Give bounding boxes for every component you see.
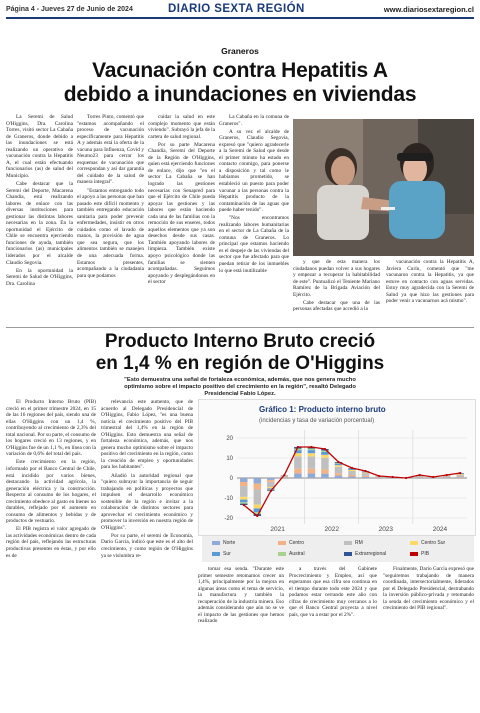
bar-segment [294, 469, 301, 474]
story1-column-4 [219, 114, 289, 314]
legend-label: Sur [223, 551, 231, 557]
pib-point [256, 515, 258, 517]
pib-point [337, 461, 339, 463]
bar-segment [362, 477, 369, 478]
story2-column-1 [6, 399, 96, 711]
story1-column-1 [6, 114, 73, 314]
pib-point [324, 448, 326, 450]
photo-illustration [293, 119, 474, 256]
pib-point [446, 474, 448, 476]
y-tick-label: -20 [224, 516, 233, 522]
bar-segment [254, 484, 261, 490]
story1-column-6 [386, 259, 474, 317]
bar-segment [294, 456, 301, 468]
pib-point [243, 504, 245, 506]
paragraph: Finalmente, Darío García expresó que "seguiremos trabajando de manera coordinada, intersectorialmente, liderados por el Delegado Presidencial, destrabando la inversión público-privada y retomando la senda del crecimiento económico y el crecimiento del PIB regional". [383, 566, 474, 612]
bar-segment [457, 475, 464, 477]
legend-item [212, 551, 231, 557]
legend-label: Norte [223, 540, 236, 546]
bar-segment [240, 497, 247, 500]
legend-swatch [212, 541, 220, 545]
paragraph: relevancia este aumento, que de acuerdo al Delegado Presidencial de O'Higgins, Fabio López, "es una buena noticia el crecimiento positivo del PIB trimestral del 1,4% en la región de O'Higgins. Esto demuestra una señal de fortaleza económica, además, que nos genera mucho optimismo sobre el impacto positivo del crecimiento en la región, como la creación de empleo y oportunidades para los habitantes". [101, 399, 193, 471]
bar-segment [254, 489, 261, 504]
pib-point [432, 476, 434, 478]
x-group-label: 2022 [324, 526, 339, 533]
legend-item [410, 551, 429, 557]
paragraph: "Estamos entregando todo el apoyo a las personas que han pasado este difícil momento y también entregando educación sanitaria para poder prevenir enfermedades, insistir en otros cuidados como el lavado de manos, la provisión de agua que sea segura, que los alimentos también se manejen de una adecuada forma. Estamos presentes, acompañando a la ciudadanía para que podamos [77, 187, 144, 279]
legend-swatch [278, 541, 286, 545]
vaccination-photo [293, 119, 474, 256]
legend-item [212, 540, 235, 546]
chart-canvas [199, 400, 475, 535]
bar-segment [308, 469, 315, 474]
paragraph: "Nos encontramos realizando labores humanitarias en el sector de La Cabaña de la comuna de Graneros. Lo principal que estamos haciendo es el despeje de las viviendas del sector que fue afectado para que puedan retirar de los inmuebles lo que está inutilizable [219, 215, 289, 274]
masthead: DIARIO SEXTA REGIÓN [168, 3, 305, 15]
story1-headline-line2: debido a inundaciones en viviendas [63, 83, 417, 106]
paragraph: vacunación contra la Hepatitis A, Javiera Curín, comentó que "me vacunaron contra la Hepatitis, ya que estuve en contacto con aguas servidas. Estoy muy agradecida con la Seremi de Salud ya que hizo las gestiones para poder venir a vacunarnos acá mismo". [386, 259, 474, 305]
legend-swatch [344, 552, 352, 556]
paragraph: En la oportunidad la Seremi de Salud de O'Higgins, Dra. Carolina [6, 267, 73, 287]
story1-kicker: Graneros [221, 46, 259, 56]
story1-headline-line1: Vacunación contra Hepatitis A [92, 59, 388, 82]
bar-segment [267, 482, 274, 487]
paragraph: a través del Gabinete Procrecimiento y Empleo, así que esperamos que esa cifra sea continua en el tiempo durante todo este 2024 y que podamos estar cerrando este año con cifras de crecimiento muy cercanos a lo que el Banco Central proyecta a nivel país, que va a estar por el 2%". [289, 566, 377, 618]
paragraph: Este crecimiento en la región, informado por el Banco Central de Chile, está incidido por varios bienes, destacando la actividad agrícola, la generación eléctrica y la construcción. Respecto al consumo de los hogares, el crecimiento obedece al gasto en bienes no durables, reflejado por el aumento en consumo de alimentos y bebidas y de productos de vestuario. [6, 459, 96, 525]
bar-segment [308, 456, 315, 468]
bar-segment [335, 467, 342, 473]
bar-segment [294, 449, 301, 451]
chart-subtitle: (incidencias y tasa de variación porcentual) [259, 418, 375, 424]
chart-title: Gráfico 1: Producto interno bruto [259, 405, 386, 414]
pib-point [310, 446, 312, 448]
x-group-label: 2021 [270, 526, 285, 533]
x-group-label: 2023 [378, 526, 394, 533]
paragraph: La Seremi de Salud O'Higgins, Dra. Carolina Torres, visitó sector La Cabaña de Graneros, donde debido a las inundaciones se está realizando un operativo de vacunación contra la Hepatitis A, el cual están efectuando funcionarios (as) de salud del Municipio. [6, 114, 73, 179]
bar-segment [294, 473, 301, 478]
paragraph: Por su parte, el seremi de Economía, Darío García, indicó que este es el alto del crecimiento, y como región de O'Higgins ya se vislumbra re- [101, 532, 193, 559]
bar-segment [308, 450, 315, 453]
legend-swatch [278, 552, 286, 556]
legend-label: PIB [421, 551, 430, 557]
page-header [0, 0, 480, 32]
bar-segment [335, 476, 342, 478]
paragraph: A su vez el alcalde de Graneros, Claudio Segovia, expresó que "quiero agradecerle a la Seremi de Salud que desde el primer minuto ha estado en contacto conmigo, para ponerse a disposición y tal como le habíamos prometido, se estableció un puesto para poder vacunar a las personas contra la Hepatitis producto de la contaminación de las aguas que puede haber tenido". [219, 128, 289, 214]
pib-point [297, 446, 299, 448]
legend-swatch [344, 541, 352, 545]
bar-segment [348, 475, 355, 477]
paragraph: Cabe destacar que una de las personas afectadas que accedió a la [293, 299, 380, 313]
bar-segment [308, 453, 315, 456]
pib-series-line [244, 447, 460, 516]
legend-item [344, 540, 363, 546]
story2-column-2 [101, 399, 193, 711]
bar-segment [254, 505, 261, 509]
story1-column-5 [293, 259, 380, 317]
bar-segment [240, 486, 247, 497]
paragraph: y que de esta manera los ciudadanos puedan volver a sus hogares y empezar a recuperar la habitabilidad de este". Puntualizó el Teniente Mariano Ramírez de la Brigada Aviación del Ejército. [293, 259, 380, 298]
website-link[interactable]: www.diariosextaregion.cl [383, 5, 474, 14]
story1-column-2 [77, 114, 144, 314]
paragraph: Por su parte Macarena Chandía, Seremi del Deporte de la Región de O'Higgins, quien está ejerciendo funciones de enlace, dijo que "en el sector La Cabaña se han logrado las gestiones necesarias con Senapred para que el Ejército de Chile pueda apoyar las gestiones y las labores que están haciendo cada una de las familias con la remoción de sus enseres, todos aquellos elementos que ya son desechos desde sus casas. También apoyando labores de limpieza. También existe apoyo psicológico donde las familias se sienten acompañadas. Seguimos apoyando y desplegándonos en el sector [148, 141, 215, 286]
paragraph: Añadió la autoridad regional que "quiero subrayar la importancia de seguir trabajando en políticas y proyectos que impulsen el desarrollo económico sostenible de la región e invitar a la colaboración de distintos sectores para aprovechar el crecimiento económico y promover la inversión en nuestra región de O'Higgins". [101, 472, 193, 531]
pib-point [419, 474, 421, 476]
bar-segment [335, 473, 342, 475]
bar-segment [457, 477, 464, 478]
y-tick-label: 20 [226, 436, 233, 442]
legend-label: RM [355, 540, 363, 546]
paragraph: La Cabaña en la comuna de Graneros". [219, 114, 289, 127]
pib-point [270, 490, 272, 492]
legend-swatch [212, 552, 220, 556]
legend-label: Centro Sur [421, 540, 446, 546]
story1-column-3 [148, 114, 215, 314]
legend-item [278, 551, 305, 557]
legend-item [410, 540, 445, 546]
chart-legend [202, 536, 474, 562]
pib-point [378, 475, 380, 477]
legend-label: Extrarregional [355, 551, 387, 557]
page-info: Página 4 - Jueves 27 de Junio de 2024 [6, 6, 133, 13]
legend-swatch [410, 552, 418, 556]
y-tick-label: -10 [224, 496, 233, 502]
story2-column-4 [289, 566, 377, 711]
bar-segment [362, 473, 369, 476]
bar-segment [321, 458, 328, 470]
bar-segment [267, 478, 274, 480]
paragraph: tomar esa senda. "Durante este primer semestre retomamos crecer un 1,4%, principalmente por la mejora en algunas áreas como el tema de servicio, la manufactura y también la recuperación de la industria minera. Eso además considerando que aún no se ve el impacto de las gestiones que hemos realizado [198, 566, 284, 625]
pib-chart [198, 399, 476, 536]
paragraph: El PIB registra el valor agregado de las actividades económicas dentro de cada región del país, reflejando las estructuras productivas presentes en éstas, y por ello es de [6, 526, 96, 559]
legend-label: Centro [289, 540, 305, 546]
story2-quote: "Esto demuestra una señal de fortaleza económica, además, que nos genera mucho optimismo sobre el impacto positivo del crecimiento en la región", resaltó Delegado Presidencial Fabio López. [124, 377, 356, 397]
y-tick-label: 0 [229, 476, 233, 482]
bar-segment [308, 473, 315, 478]
pib-point [391, 476, 393, 478]
legend-item [278, 540, 304, 546]
bar-segment [321, 469, 328, 473]
pib-point [364, 470, 366, 472]
bar-segment [348, 470, 355, 471]
story2-headline-line2: en 1,4 % en región de O'Higgins [95, 353, 385, 374]
bar-segment [240, 500, 247, 503]
story2-column-3 [198, 566, 284, 711]
bar-segment [254, 478, 261, 484]
bar-segment [267, 480, 274, 482]
bar-segment [348, 471, 355, 475]
bar-segment [362, 476, 369, 477]
bar-segment [240, 482, 247, 486]
legend-swatch [410, 541, 418, 545]
bar-segment [240, 478, 247, 482]
paragraph: El Producto Interno Bruto (PIB) creció en el primer trimestre 2024, en 15 de las 16 regiones del país, siendo una de ellas O'Higgins con un 1,4 %, contribuyendo al crecimiento de 2,3% del total nacional. Por su parte, el consumo de los hogares creció en 13 regiones, y en O'Higgins fue de un 1,1 %, en línea con la variación de 0,6% del total del país. [6, 399, 96, 458]
bar-segment [321, 455, 328, 458]
story2-headline-line1: Producto Interno Bruto creció [104, 331, 376, 352]
paragraph: Torres Pinto, comentó que "estamos acompañando el proceso de vacunación específicamente para Hepatitis A y además está la oferta de la vacuna para Influenza, Covid y Neumo23 para cerrar los esquemas de vacunación que correspondan y así dar garantía del cuidado de la salud de manera integral". [77, 114, 144, 186]
x-group-label: 2024 [432, 526, 448, 533]
pib-point [283, 474, 285, 476]
paragraph: Cabe destacar que la Seremi del Deporte, Macarena Chandia, está realizando labores de enlace con las diversas instituciones para gestionar las distintas labores necesarias en la zona. En la oportunidad el Ejército de Chile se encuentra ejerciendo funciones de ayuda, también funcionarios (as) municipales liderados por el alcalde Claudio Segovia. [6, 180, 73, 266]
bar-segment [321, 474, 328, 478]
header-rule [6, 17, 474, 19]
legend-label: Austral [289, 551, 305, 557]
legend-item [344, 551, 386, 557]
bar-segment [335, 465, 342, 467]
pib-point [459, 472, 461, 474]
bar-segment [308, 449, 315, 451]
paragraph: cuidar la salud en este complejo momento que están viviendo". Subrayó la jefa de la cartera de salud regional. [148, 114, 215, 140]
bar-segment [348, 477, 355, 479]
bar-segment [457, 477, 464, 478]
story2-column-5 [383, 566, 474, 711]
y-tick-label: 10 [226, 456, 233, 462]
pib-point [351, 467, 353, 469]
section-divider [6, 327, 474, 328]
bar-segment [240, 502, 247, 503]
pib-point [405, 477, 407, 479]
